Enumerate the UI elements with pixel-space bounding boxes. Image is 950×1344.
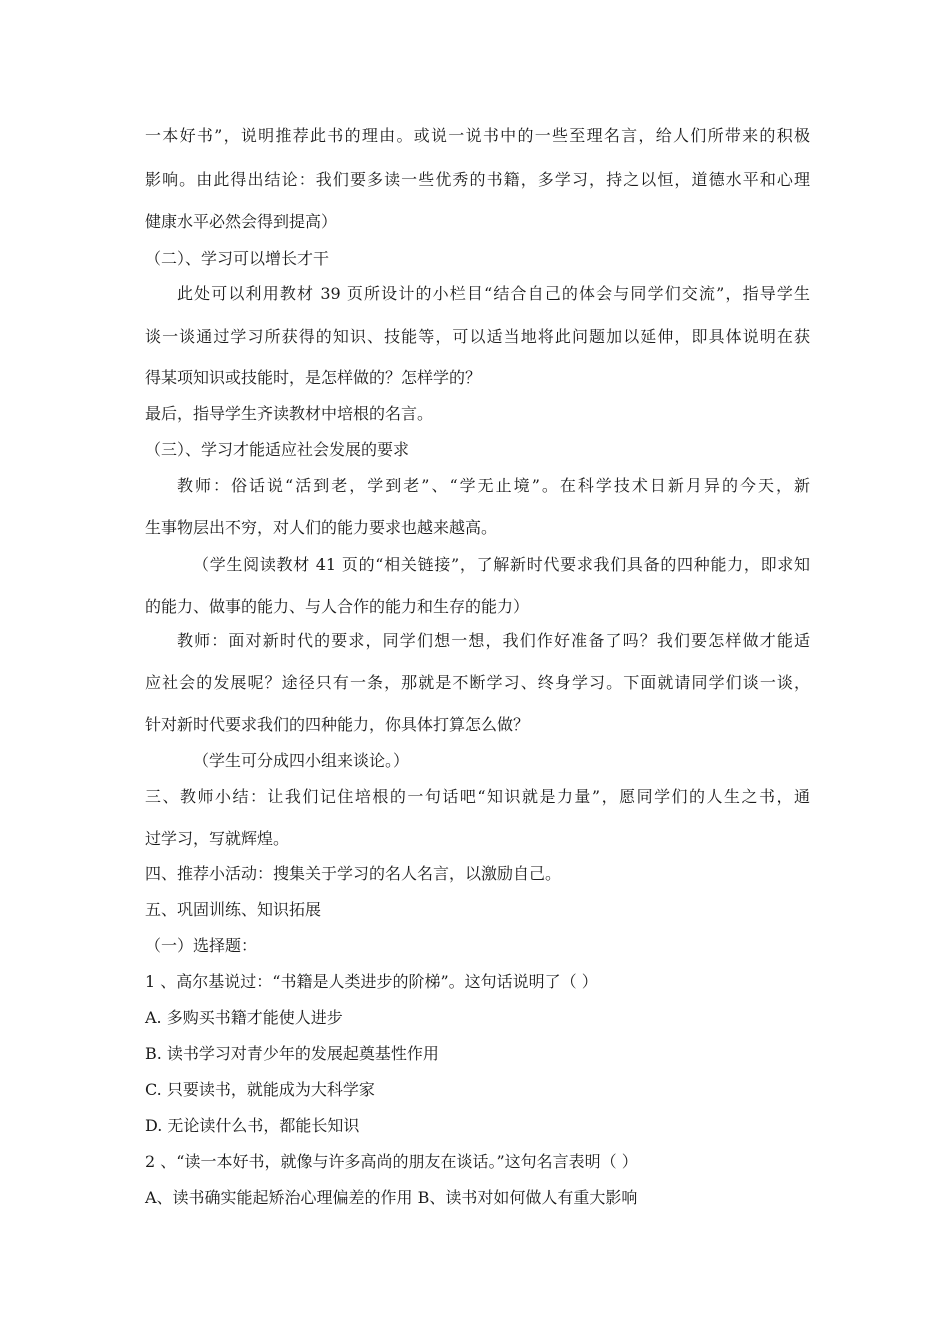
- answer-option: A、读书确实能起矫治心理偏差的作用 B、读书对如何做人有重大影响: [145, 1188, 638, 1207]
- paragraph-line: 生事物层出不穷，对人们的能力要求也越来越高。: [145, 518, 498, 537]
- paragraph-line: 健康水平必然会得到提高）: [145, 212, 338, 231]
- paragraph-line: 应社会的发展呢？途径只有一条，那就是不断学习、终身学习。下面就请同学们谈一谈，: [145, 673, 810, 692]
- question-stem: 1 、高尔基说过：“书籍是人类进步的阶梯”。这句话说明了（ ）: [145, 972, 598, 991]
- section-heading: 五、巩固训练、知识拓展: [145, 900, 322, 919]
- answer-option: A. 多购买书籍才能使人进步: [145, 1008, 343, 1027]
- paragraph-line: 得某项知识或技能时，是怎样做的？怎样学的？: [145, 368, 482, 387]
- paragraph-line: 影响。由此得出结论：我们要多读一些优秀的书籍，多学习，持之以恒，道德水平和心理: [145, 170, 810, 189]
- paragraph-line: 三、教师小结：让我们记住培根的一句话吧“知识就是力量”，愿同学们的人生之书，通: [145, 787, 810, 806]
- paragraph-line: 一本好书”，说明推荐此书的理由。或说一说书中的一些至理名言，给人们所带来的积极: [145, 126, 810, 145]
- paragraph-line: 教师：面对新时代的要求，同学们想一想，我们作好准备了吗？我们要怎样做才能适: [177, 631, 810, 650]
- answer-option: B. 读书学习对青少年的发展起奠基性作用: [145, 1044, 439, 1063]
- paragraph-line: 最后，指导学生齐读教材中培根的名言。: [145, 404, 434, 423]
- paragraph-line: 谈一谈通过学习所获得的知识、技能等，可以适当地将此问题加以延伸，即具体说明在获: [145, 327, 810, 346]
- paragraph-line: 的能力、做事的能力、与人合作的能力和生存的能力）: [145, 597, 530, 616]
- paragraph-line: （学生阅读教材 41 页的“相关链接”，了解新时代要求我们具备的四种能力，即求知: [193, 555, 810, 574]
- question-stem: 2 、“读一本好书，就像与许多高尚的朋友在谈话。”这句名言表明（ ）: [145, 1152, 638, 1171]
- paragraph-line: （学生可分成四小组来谈论。）: [193, 751, 410, 770]
- paragraph-line: 此处可以利用教材 39 页所设计的小栏目“结合自己的体会与同学们交流”，指导学生: [177, 284, 810, 303]
- paragraph-line: 过学习，写就辉煌。: [145, 829, 290, 848]
- paragraph-line: 四、推荐小活动：搜集关于学习的名人名言，以激励自己。: [145, 864, 562, 883]
- section-heading: （二）、学习可以增长才干: [145, 249, 330, 268]
- section-heading: （一）选择题：: [145, 936, 258, 955]
- section-heading: （三）、学习才能适应社会发展的要求: [145, 440, 410, 459]
- paragraph-line: 针对新时代要求我们的四种能力，你具体打算怎么做？: [145, 715, 530, 734]
- answer-option: D. 无论读什么书，都能长知识: [145, 1116, 360, 1135]
- answer-option: C. 只要读书，就能成为大科学家: [145, 1080, 375, 1099]
- paragraph-line: 教师：俗话说“活到老，学到老”、“学无止境”。在科学技术日新月异的今天，新: [177, 476, 810, 495]
